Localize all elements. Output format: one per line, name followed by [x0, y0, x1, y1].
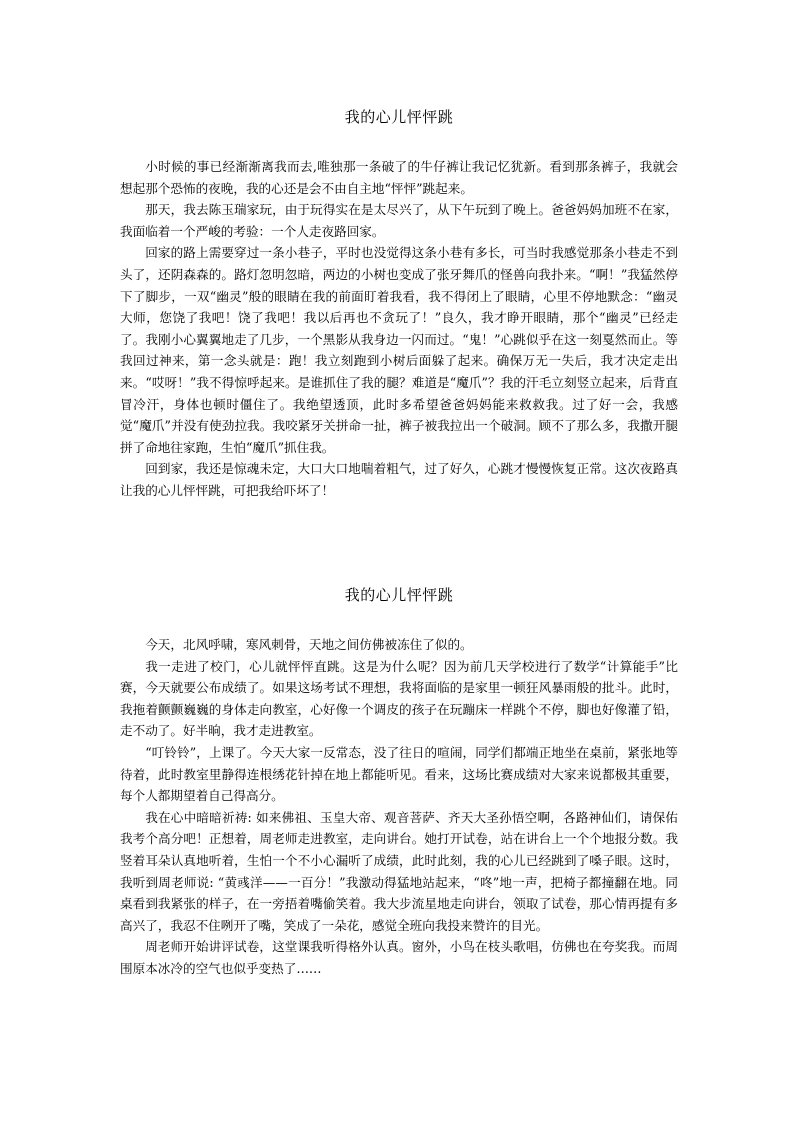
- essay-paragraph: 我在心中暗暗祈祷: 如来佛祖、玉皇大帝、观音菩萨、齐天大圣孙悟空啊，各路神仙们，请保佑我考个高分吧！正想着，周老师走进教室，走向讲台。她打开试卷，站在讲台上一个个地报分数。我竖着耳朵认真地听着，生怕一个不小心漏听了成绩，此时此刻，我的心儿已经跳到了嗓子眼。这时，我听到周老师说: “黄彧洋——一百分！”我激动得猛地站起来，“咚”地一声，把椅子都撞翻在地。同桌看到我紧张的样子，在一旁捂着嘴偷笑着。我大步流星地走向讲台，领取了试卷，那心情再提有多高兴了，我忍不住咧开了嘴，笑成了一朵花，感觉全班向我投来赞许的目光。: [120, 809, 678, 933]
- essay-2: [120, 584, 678, 980]
- essay-1: [120, 106, 678, 502]
- essay-paragraph: 回到家，我还是惊魂未定，大口大口地喘着粗气，过了好久，心跳才慢慢恢复正常。这次夜路真让我的心儿怦怦跳，可把我给吓坏了！: [120, 461, 678, 498]
- essay-paragraph: 周老师开始讲评试卷，这堂课我听得格外认真。窗外，小鸟在枝头歌唱，仿佛也在夸奖我。而周围原本冰冷的空气也似乎变热了……: [120, 939, 678, 976]
- essay-title: 我的心儿怦怦跳: [344, 586, 454, 604]
- essay-paragraph: 我一走进了校门，心儿就怦怦直跳。这是为什么呢？因为前几天学校进行了数学“计算能手”比赛，今天就要公布成绩了。如果这场考试不理想，我将面临的是家里一顿狂风暴雨般的批斗。此时，我拖着颤颤巍巍的身体走向教室，心好像一个调皮的孩子在玩蹦床一样跳个不停，脚也好像灌了铅，走不动了。好半晌，我才走进教室。: [120, 658, 678, 739]
- essay-paragraph: 回家的路上需要穿过一条小巷子，平时也没觉得这条小巷有多长，可当时我感觉那条小巷走不到头了，还阴森森的。路灯忽明忽暗，两边的小树也变成了张牙舞爪的怪兽向我扑来。“啊！”我猛然停下了脚步，一双“幽灵”般的眼睛在我的前面盯着我看，我不得闭上了眼睛，心里不停地默念：“幽灵大师，您饶了我吧！饶了我吧！我以后再也不贪玩了！”良久，我才睁开眼睛，那个“幽灵”已经走了。我刚小心翼翼地走了几步，一个黑影从我身边一闪而过。“鬼！”心跳似乎在这一刻戛然而止。等我回过神来，第一念头就是：跑！我立刻跑到小树后面躲了起来。确保万无一失后，我才决定走出来。“哎呀！”我不得惊呼起来。是谁抓住了我的腿？难道是“魔爪”？我的汗毛立刻竖立起来，后背直冒冷汗，身体也顿时僵住了。我绝望透顶，此时多希望爸爸妈妈能来救救我。过了好一会，我感觉“魔爪”并没有使劲拉我。我咬紧牙关拼命一扯，裤子被我拉出一个破洞。顾不了那么多，我撒开腿拼了命地往家跑，生怕“魔爪”抓住我。: [120, 245, 678, 455]
- essay-paragraph: 那天，我去陈玉瑞家玩，由于玩得实在是太尽兴了，从下午玩到了晚上。爸爸妈妈加班不在家，我面临着一个严峻的考验：一个人走夜路回家。: [120, 202, 678, 239]
- essay-paragraph: 今天，北风呼啸，寒风刺骨，天地之间仿佛被冻住了似的。: [145, 637, 473, 652]
- essay-paragraph: 小时候的事已经渐渐离我而去,唯独那一条破了的牛仔裤让我记忆犹新。看到那条裤子，我就会想起那个恐怖的夜晚，我的心还是会不由自主地“怦怦”跳起来。: [120, 159, 678, 196]
- essay-paragraph: “叮铃铃”，上课了。今天大家一反常态，没了往日的喧闹，同学们都端正地坐在桌前，紧张地等待着，此时教室里静得连根绣花针掉在地上都能听见。看来，这场比赛成绩对大家来说都极其重要，每个人都期望着自己得高分。: [120, 744, 678, 804]
- essay-title: 我的心儿怦怦跳: [344, 108, 454, 126]
